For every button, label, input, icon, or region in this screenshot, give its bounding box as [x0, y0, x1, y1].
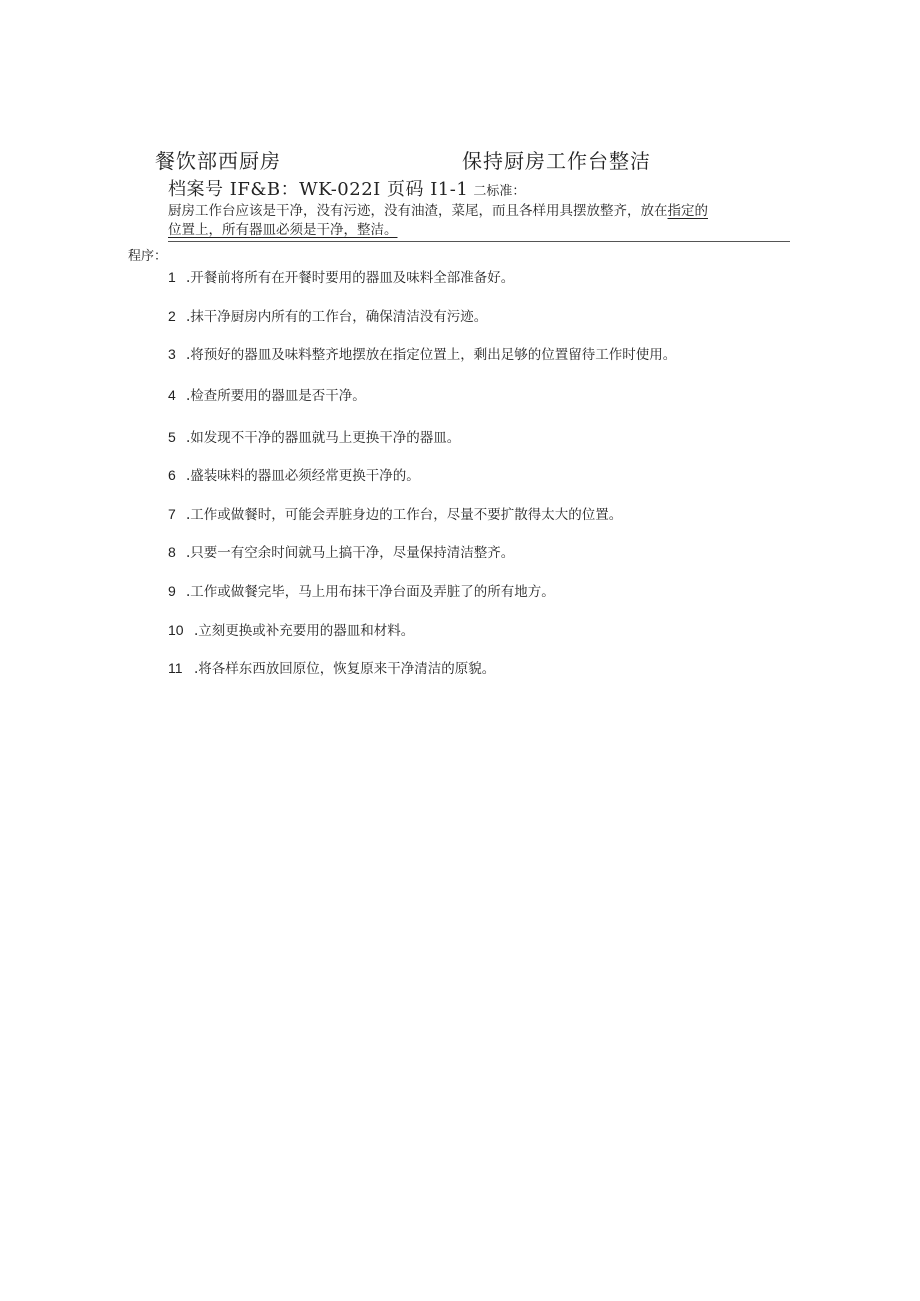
step-number: 5	[168, 429, 176, 445]
step-text: .工作或做餐完毕，马上用布抹干净台面及弄脏了的所有地方。	[186, 584, 555, 600]
step-number: 7	[168, 506, 176, 522]
step-number: 1	[168, 269, 176, 285]
procedure-step	[168, 580, 555, 600]
step-text: .抹干净厨房内所有的工作台，确保清洁没有污迹。	[186, 309, 488, 325]
document-title: 保持厨房工作台整洁	[462, 149, 651, 173]
step-text: .工作或做餐时，可能会弄脏身边的工作台，尽量不要扩散得太大的位置。	[186, 507, 623, 523]
standard-label: 二标准：	[473, 184, 526, 199]
procedure-label: 程序：	[128, 249, 168, 264]
step-number: 9	[168, 583, 176, 599]
step-number: 11	[168, 660, 183, 676]
step-number: 6	[168, 467, 176, 483]
step-number: 4	[168, 387, 176, 403]
procedure-step	[168, 541, 514, 561]
standard-text-underlined-2: 位置上，所有器皿必须是干净，整洁。	[168, 222, 398, 238]
step-text: .开餐前将所有在开餐时要用的器皿及味料全部准备好。	[186, 270, 515, 286]
step-text: .检查所要用的器皿是否干净。	[186, 388, 366, 404]
procedure-step	[168, 343, 676, 363]
step-text: .将各样东西放回原位，恢复原来干净清洁的原貌。	[194, 661, 496, 677]
step-text: .盛装味料的器皿必须经常更换干净的。	[186, 468, 420, 484]
step-text: .立刻更换或补充要用的器皿和材料。	[194, 623, 415, 639]
standard-text-plain: 厨房工作台应该是干净，没有污迹，没有油渣，菜尾，而且各样用具摆放整齐，放在	[168, 203, 668, 219]
step-number: 2	[168, 308, 176, 324]
procedure-step	[168, 384, 366, 404]
step-text: .将预好的器皿及味料整齐地摆放在指定位置上，剩出足够的位置留待工作时使用。	[186, 347, 677, 363]
department-name: 餐饮部西厨房	[155, 149, 281, 173]
step-text: .只要一有空余时间就马上搞干净，尽量保持清洁整齐。	[186, 545, 515, 561]
procedure-step	[168, 305, 487, 325]
standard-text	[168, 202, 790, 240]
file-number: 档案号 IF&B：WK-022I 页码 I1-1	[168, 179, 469, 200]
standard-text-underlined-1: 指定的	[667, 203, 708, 219]
step-text: .如发现不干净的器皿就马上更换干净的器皿。	[186, 430, 461, 446]
procedure-step	[168, 619, 414, 639]
step-number: 3	[168, 346, 176, 362]
procedure-step	[168, 426, 460, 446]
procedure-step	[168, 503, 622, 523]
step-number: 8	[168, 544, 176, 560]
section-divider	[168, 241, 790, 242]
file-number-line	[168, 175, 525, 201]
procedure-step	[168, 464, 420, 484]
step-number: 10	[168, 622, 184, 638]
procedure-step	[168, 266, 514, 286]
procedure-step	[168, 657, 495, 677]
